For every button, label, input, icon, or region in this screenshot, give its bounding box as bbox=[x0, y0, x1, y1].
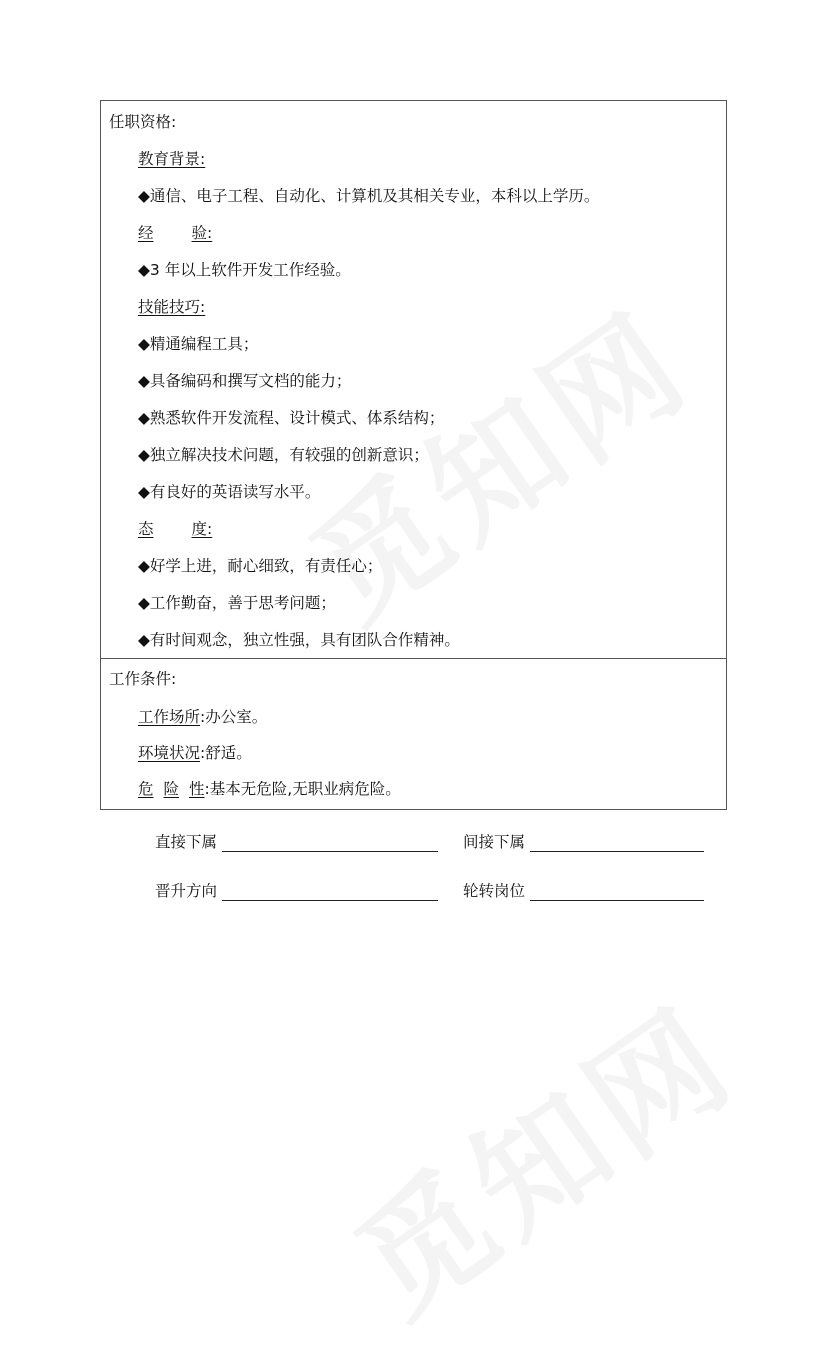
education-item: ◆通信、电子工程、自动化、计算机及其相关专业，本科以上学历。 bbox=[138, 187, 600, 205]
skills-item: ◆具备编码和撰写文档的能力； bbox=[138, 372, 352, 390]
direct-subordinate-label: 直接下属 bbox=[155, 833, 218, 851]
work-conditions-heading: 工作条件: bbox=[109, 670, 177, 688]
attitude-item: ◆好学上进，耐心细致，有责任心； bbox=[138, 557, 383, 575]
workplace-label: 工作场所 bbox=[138, 708, 201, 726]
qualifications-heading: 任职资格: bbox=[109, 113, 177, 131]
attitude-item: ◆工作勤奋，善于思考问题； bbox=[138, 594, 336, 612]
indirect-subordinate-label: 间接下属 bbox=[463, 833, 526, 851]
skills-label: 技能技巧: bbox=[138, 298, 206, 316]
qualifications-section bbox=[101, 101, 726, 659]
rotation-label: 轮转岗位 bbox=[463, 882, 526, 900]
skills-item: ◆独立解决技术问题，有较强的创新意识； bbox=[138, 446, 429, 464]
danger-row bbox=[138, 779, 401, 799]
skills-item: ◆熟悉软件开发流程、设计模式、体系结构； bbox=[138, 409, 445, 427]
work-conditions-section bbox=[101, 659, 726, 809]
skills-item: ◆精通编程工具； bbox=[138, 335, 259, 353]
environment-value: :舒适。 bbox=[200, 744, 252, 762]
job-description-table bbox=[100, 100, 727, 810]
attitude-label: 态 度: bbox=[138, 520, 213, 538]
attitude-item: ◆有时间观念，独立性强，具有团队合作精神。 bbox=[138, 631, 460, 649]
skills-item: ◆有良好的英语读写水平。 bbox=[138, 483, 321, 501]
danger-value: :基本无危险,无职业病危险。 bbox=[204, 780, 401, 798]
workplace-row bbox=[138, 707, 267, 727]
education-label: 教育背景: bbox=[138, 150, 206, 168]
promotion-field[interactable] bbox=[222, 900, 438, 901]
promotion-label: 晋升方向 bbox=[155, 882, 218, 900]
danger-label: 危 险 性 bbox=[138, 780, 205, 798]
environment-label: 环境状况 bbox=[138, 744, 201, 762]
rotation-field[interactable] bbox=[530, 900, 704, 901]
direct-subordinate-field[interactable] bbox=[222, 851, 438, 852]
workplace-value: :办公室。 bbox=[200, 708, 268, 726]
indirect-subordinate-field[interactable] bbox=[530, 851, 704, 852]
environment-row bbox=[138, 743, 252, 763]
experience-item: ◆3 年以上软件开发工作经验。 bbox=[138, 261, 351, 279]
experience-label: 经 验: bbox=[138, 224, 213, 242]
watermark bbox=[314, 956, 765, 1350]
